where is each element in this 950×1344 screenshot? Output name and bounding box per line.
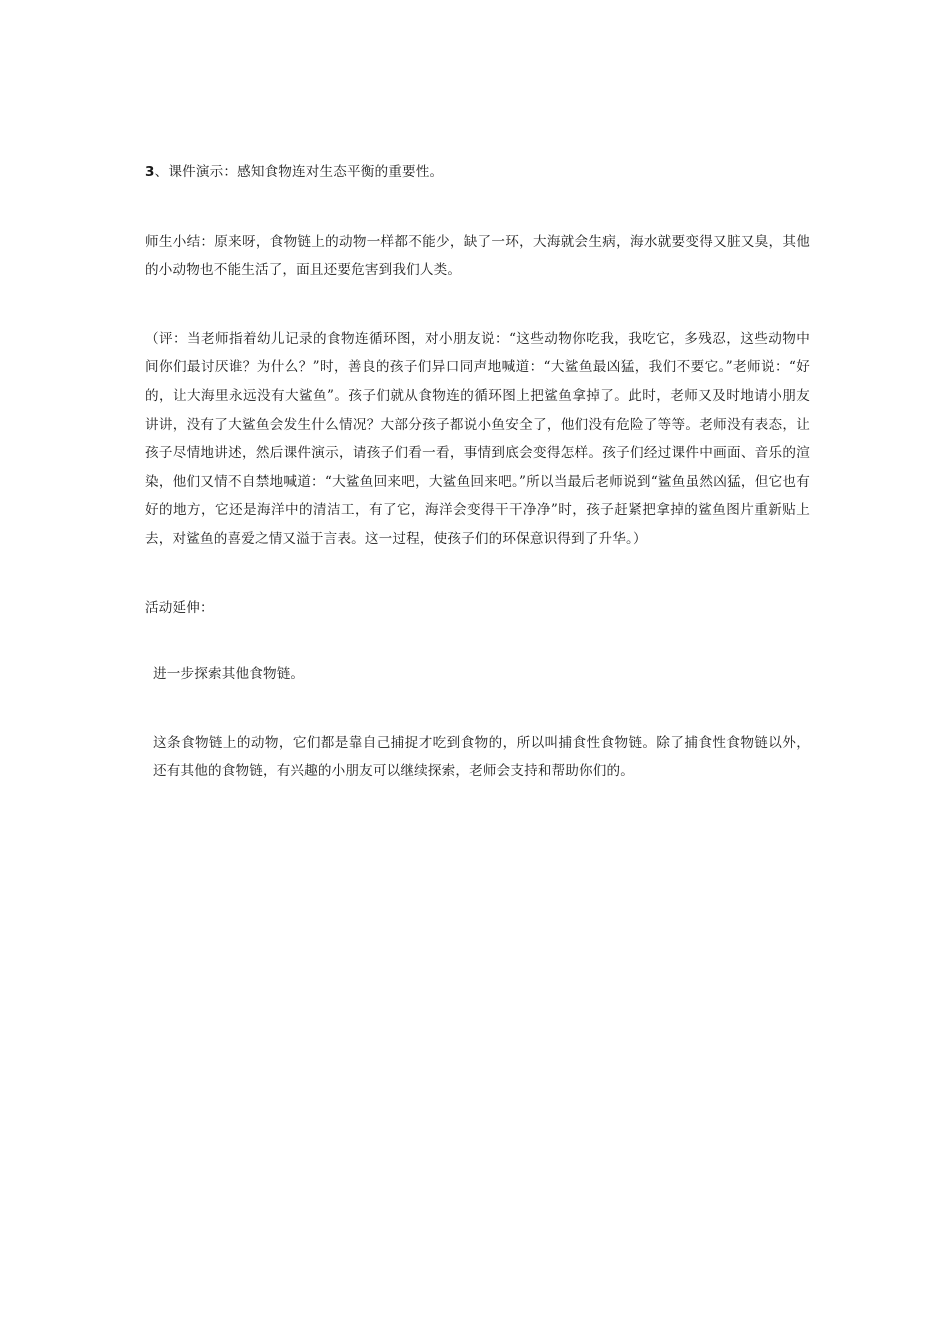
extension-paragraph-1: 进一步探索其他食物链。 [153, 666, 305, 683]
section-heading [145, 158, 810, 187]
extension-title: 活动延伸： [145, 599, 214, 616]
document-body [145, 158, 810, 786]
section-heading-text: 、课件演示：感知食物连对生态平衡的重要性。 [154, 164, 444, 180]
section-number: 3 [145, 164, 155, 180]
extension-paragraph-2: 这条食物链上的动物，它们都是靠自己捕捉才吃到食物的，所以叫捕食性食物链。除了捕食性食物链以外，还有其他的食物链，有兴趣的小朋友可以继续探索，老师会支持和帮助你们的。 [153, 734, 810, 780]
summary-paragraph: 师生小结：原来呀，食物链上的动物一样都不能少，缺了一环，大海就会生病，海水就要变得又脏又臭，其他的小动物也不能生活了，面且还要危害到我们人类。 [145, 233, 810, 279]
comment-paragraph: （评：当老师指着幼儿记录的食物连循环图，对小朋友说：“这些动物你吃我，我吃它，多残忍，这些动物中间你们最讨厌谁？为什么？”时，善良的孩子们异口同声地喊道：“大鲨鱼最凶猛，我们不要它。”老师说：“好的，让大海里永远没有大鲨鱼”。孩子们就从食物连的循环图上把鲨鱼拿掉了。此时，老师又及时地请小朋友讲讲，没有了大鲨鱼会发生什么情况？大部分孩子都说小鱼安全了，他们没有危险了等等。老师没有表态，让孩子尽情地讲述，然后课件演示，请孩子们看一看，事情到底会变得怎样。孩子们经过课件中画面、音乐的渲染，他们又情不自禁地喊道：“大鲨鱼回来吧，大鲨鱼回来吧。”所以当最后老师说到“鲨鱼虽然凶猛，但它也有好的地方，它还是海洋中的清洁工，有了它，海洋会变得干干净净”时，孩子赶紧把拿掉的鲨鱼图片重新贴上去，对鲨鱼的喜爱之情又溢于言表。这一过程，使孩子们的环保意识得到了升华。） [145, 330, 810, 547]
